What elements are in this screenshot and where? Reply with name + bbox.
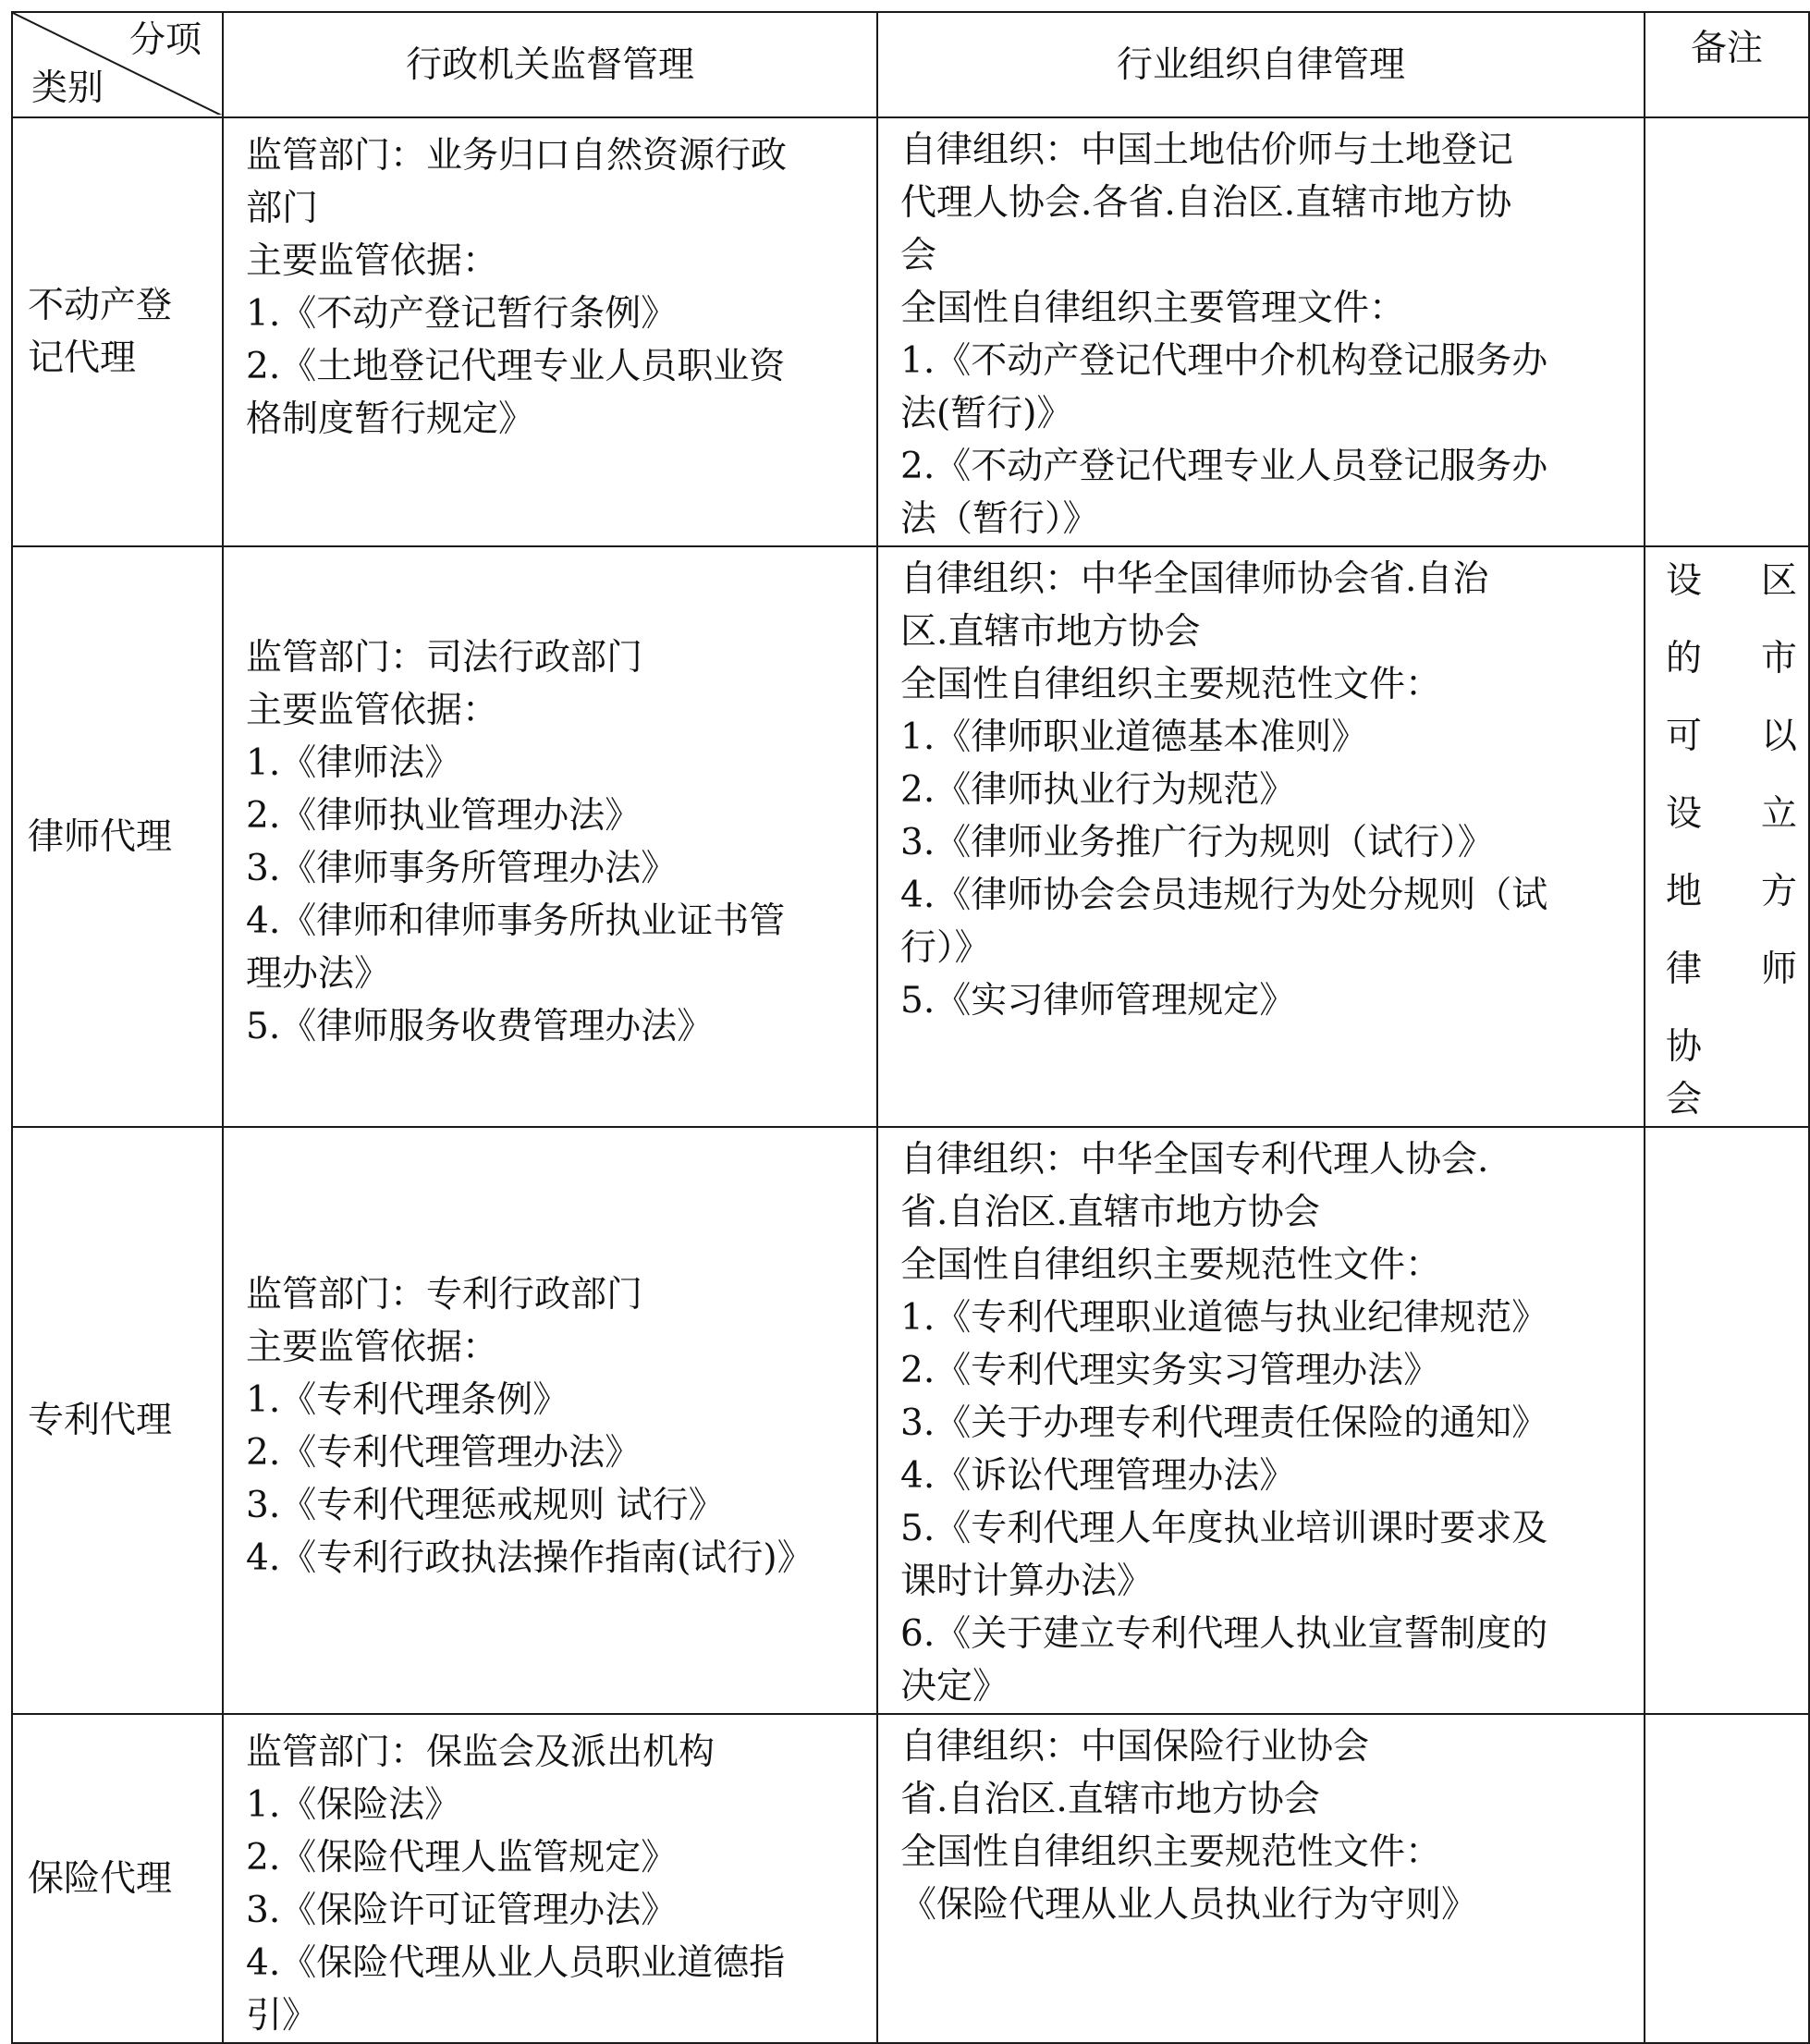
header-note: 备注 xyxy=(1645,12,1809,117)
table-header-row xyxy=(12,12,1809,117)
gov-line: 格制度暂行规定》 xyxy=(246,398,535,440)
gov-cell xyxy=(223,546,877,1127)
table-row xyxy=(12,1127,1809,1714)
ind-line: 省.自治区.直辖市地方协会 xyxy=(900,1779,1320,1820)
note-char: 的 xyxy=(1666,638,1703,679)
note-char: 设 xyxy=(1666,560,1703,602)
gov-line: 2.《专利代理管理办法》 xyxy=(246,1431,642,1474)
ind-line: 5.《实习律师管理规定》 xyxy=(900,980,1296,1022)
ind-line: 代理人协会.各省.自治区.直辖市地方协 xyxy=(900,182,1512,224)
ind-line: 课时计算办法》 xyxy=(900,1561,1154,1602)
regulation-table xyxy=(11,11,1810,2044)
ind-line: 2.《专利代理实务实习管理办法》 xyxy=(900,1350,1440,1391)
diag-bottom-label: 类别 xyxy=(31,67,104,109)
category-line: 不动产登 xyxy=(28,285,173,326)
ind-line: 4.《律师协会会员违规行为处分规则（试 xyxy=(900,875,1548,916)
note-char: 可 xyxy=(1666,716,1703,757)
ind-line: 3.《关于办理专利代理责任保险的通知》 xyxy=(900,1402,1548,1444)
gov-cell xyxy=(223,117,877,546)
ind-line: 1.《专利代理职业道德与执业纪律规范》 xyxy=(900,1297,1548,1339)
gov-line: 引》 xyxy=(246,1995,319,2037)
ind-line: 区.直辖市地方协会 xyxy=(900,611,1201,653)
gov-line: 1.《律师法》 xyxy=(246,742,461,784)
ind-cell xyxy=(877,117,1645,546)
gov-line: 监管部门：专利行政部门 xyxy=(246,1273,643,1316)
table-row xyxy=(12,546,1809,1127)
category-cell xyxy=(12,546,223,1127)
gov-line: 理办法》 xyxy=(246,953,391,995)
gov-line: 2.《律师执业管理办法》 xyxy=(246,795,642,837)
ind-line: 全国性自律组织主要规范性文件： xyxy=(900,664,1442,705)
gov-line: 2.《土地登记代理专业人员职业资 xyxy=(246,346,786,387)
note-char: 师 xyxy=(1760,949,1797,990)
ind-line: 2.《律师执业行为规范》 xyxy=(900,769,1296,811)
ind-line: 全国性自律组织主要管理文件： xyxy=(900,288,1406,329)
note-char: 地 xyxy=(1666,871,1703,912)
note-char: 市 xyxy=(1760,638,1797,679)
note-char: 协会 xyxy=(1666,1026,1703,1120)
ind-line: 会 xyxy=(900,235,937,276)
category-cell xyxy=(12,117,223,546)
ind-line: 全国性自律组织主要规范性文件： xyxy=(900,1831,1442,1873)
gov-line: 主要监管依据： xyxy=(246,240,499,282)
ind-line: 5.《专利代理人年度执业培训课时要求及 xyxy=(900,1508,1548,1549)
gov-line: 1.《不动产登记暂行条例》 xyxy=(246,293,678,335)
ind-line: 法(暂行)》 xyxy=(900,393,1073,435)
gov-line: 5.《律师服务收费管理办法》 xyxy=(246,1006,714,1047)
category-line: 记代理 xyxy=(28,337,137,379)
note-text-grid xyxy=(1666,555,1797,1126)
gov-line: 主要监管依据： xyxy=(246,690,499,731)
note-char: 区 xyxy=(1760,560,1797,602)
gov-line: 3.《保险许可证管理办法》 xyxy=(246,1890,678,1931)
gov-line: 主要监管依据： xyxy=(246,1326,499,1368)
ind-line: 法（暂行）》 xyxy=(900,498,1099,540)
note-char: 立 xyxy=(1760,793,1797,835)
gov-line: 4.《律师和律师事务所执业证书管 xyxy=(246,900,786,942)
ind-cell xyxy=(877,1127,1645,1714)
category-line: 保险代理 xyxy=(28,1857,173,1900)
ind-line: 1.《律师职业道德基本准则》 xyxy=(900,716,1368,758)
gov-line: 监管部门：业务归口自然资源行政 xyxy=(246,135,788,177)
note-char: 方 xyxy=(1760,871,1797,912)
ind-line: 2.《不动产登记代理专业人员登记服务办 xyxy=(900,446,1548,487)
gov-line: 1.《专利代理条例》 xyxy=(246,1378,569,1421)
ind-line: 1.《不动产登记代理中介机构登记服务办 xyxy=(900,340,1548,382)
diag-top-label: 分项 xyxy=(128,19,202,61)
note-cell xyxy=(1645,546,1809,1127)
ind-line: 6.《关于建立专利代理人执业宣誓制度的 xyxy=(900,1613,1548,1655)
ind-line: 4.《诉讼代理管理办法》 xyxy=(900,1455,1296,1497)
header-gov: 行政机关监督管理 xyxy=(223,12,877,117)
ind-line: 《保险代理从业人员执业行为守则》 xyxy=(900,1884,1478,1926)
category-line: 专利代理 xyxy=(28,1400,173,1441)
ind-line: 自律组织：中国保险行业协会 xyxy=(900,1726,1370,1768)
note-char: 律 xyxy=(1666,949,1703,990)
ind-line: 自律组织：中华全国专利代理人协会. xyxy=(900,1139,1489,1181)
diagonal-header-cell xyxy=(12,12,223,117)
header-ind: 行业组织自律管理 xyxy=(877,12,1645,117)
note-char xyxy=(1731,1021,1797,1126)
gov-line: 监管部门：保监会及派出机构 xyxy=(246,1732,715,1773)
note-char: 设 xyxy=(1666,793,1703,835)
gov-line: 1.《保险法》 xyxy=(246,1784,461,1826)
category-cell xyxy=(12,1127,223,1714)
note-cell xyxy=(1645,1127,1809,1714)
ind-line: 自律组织：中华全国律师协会省.自治 xyxy=(900,558,1489,600)
gov-line: 监管部门：司法行政部门 xyxy=(246,637,643,679)
gov-line: 4.《专利行政执法操作指南(试行)》 xyxy=(246,1536,813,1579)
ind-line: 省.自治区.直辖市地方协会 xyxy=(900,1192,1320,1233)
gov-line: 2.《保险代理人监管规定》 xyxy=(246,1837,678,1879)
ind-line: 决定》 xyxy=(900,1666,1009,1707)
ind-cell xyxy=(877,546,1645,1127)
ind-line: 全国性自律组织主要规范性文件： xyxy=(900,1244,1442,1286)
gov-cell xyxy=(223,1127,877,1714)
gov-line: 4.《保险代理从业人员职业道德指 xyxy=(246,1942,786,1984)
gov-line: 部门 xyxy=(246,188,319,229)
category-line: 律师代理 xyxy=(28,815,173,858)
note-cell xyxy=(1645,117,1809,546)
ind-line: 行）》 xyxy=(900,927,991,969)
ind-line: 3.《律师业务推广行为规则（试行）》 xyxy=(900,822,1494,863)
note-char: 以 xyxy=(1760,716,1797,757)
table-row xyxy=(12,117,1809,546)
gov-line: 3.《专利代理惩戒规则 试行》 xyxy=(246,1484,725,1526)
ind-line: 自律组织：中国土地估价师与土地登记 xyxy=(900,129,1514,171)
gov-line: 3.《律师事务所管理办法》 xyxy=(246,848,678,889)
